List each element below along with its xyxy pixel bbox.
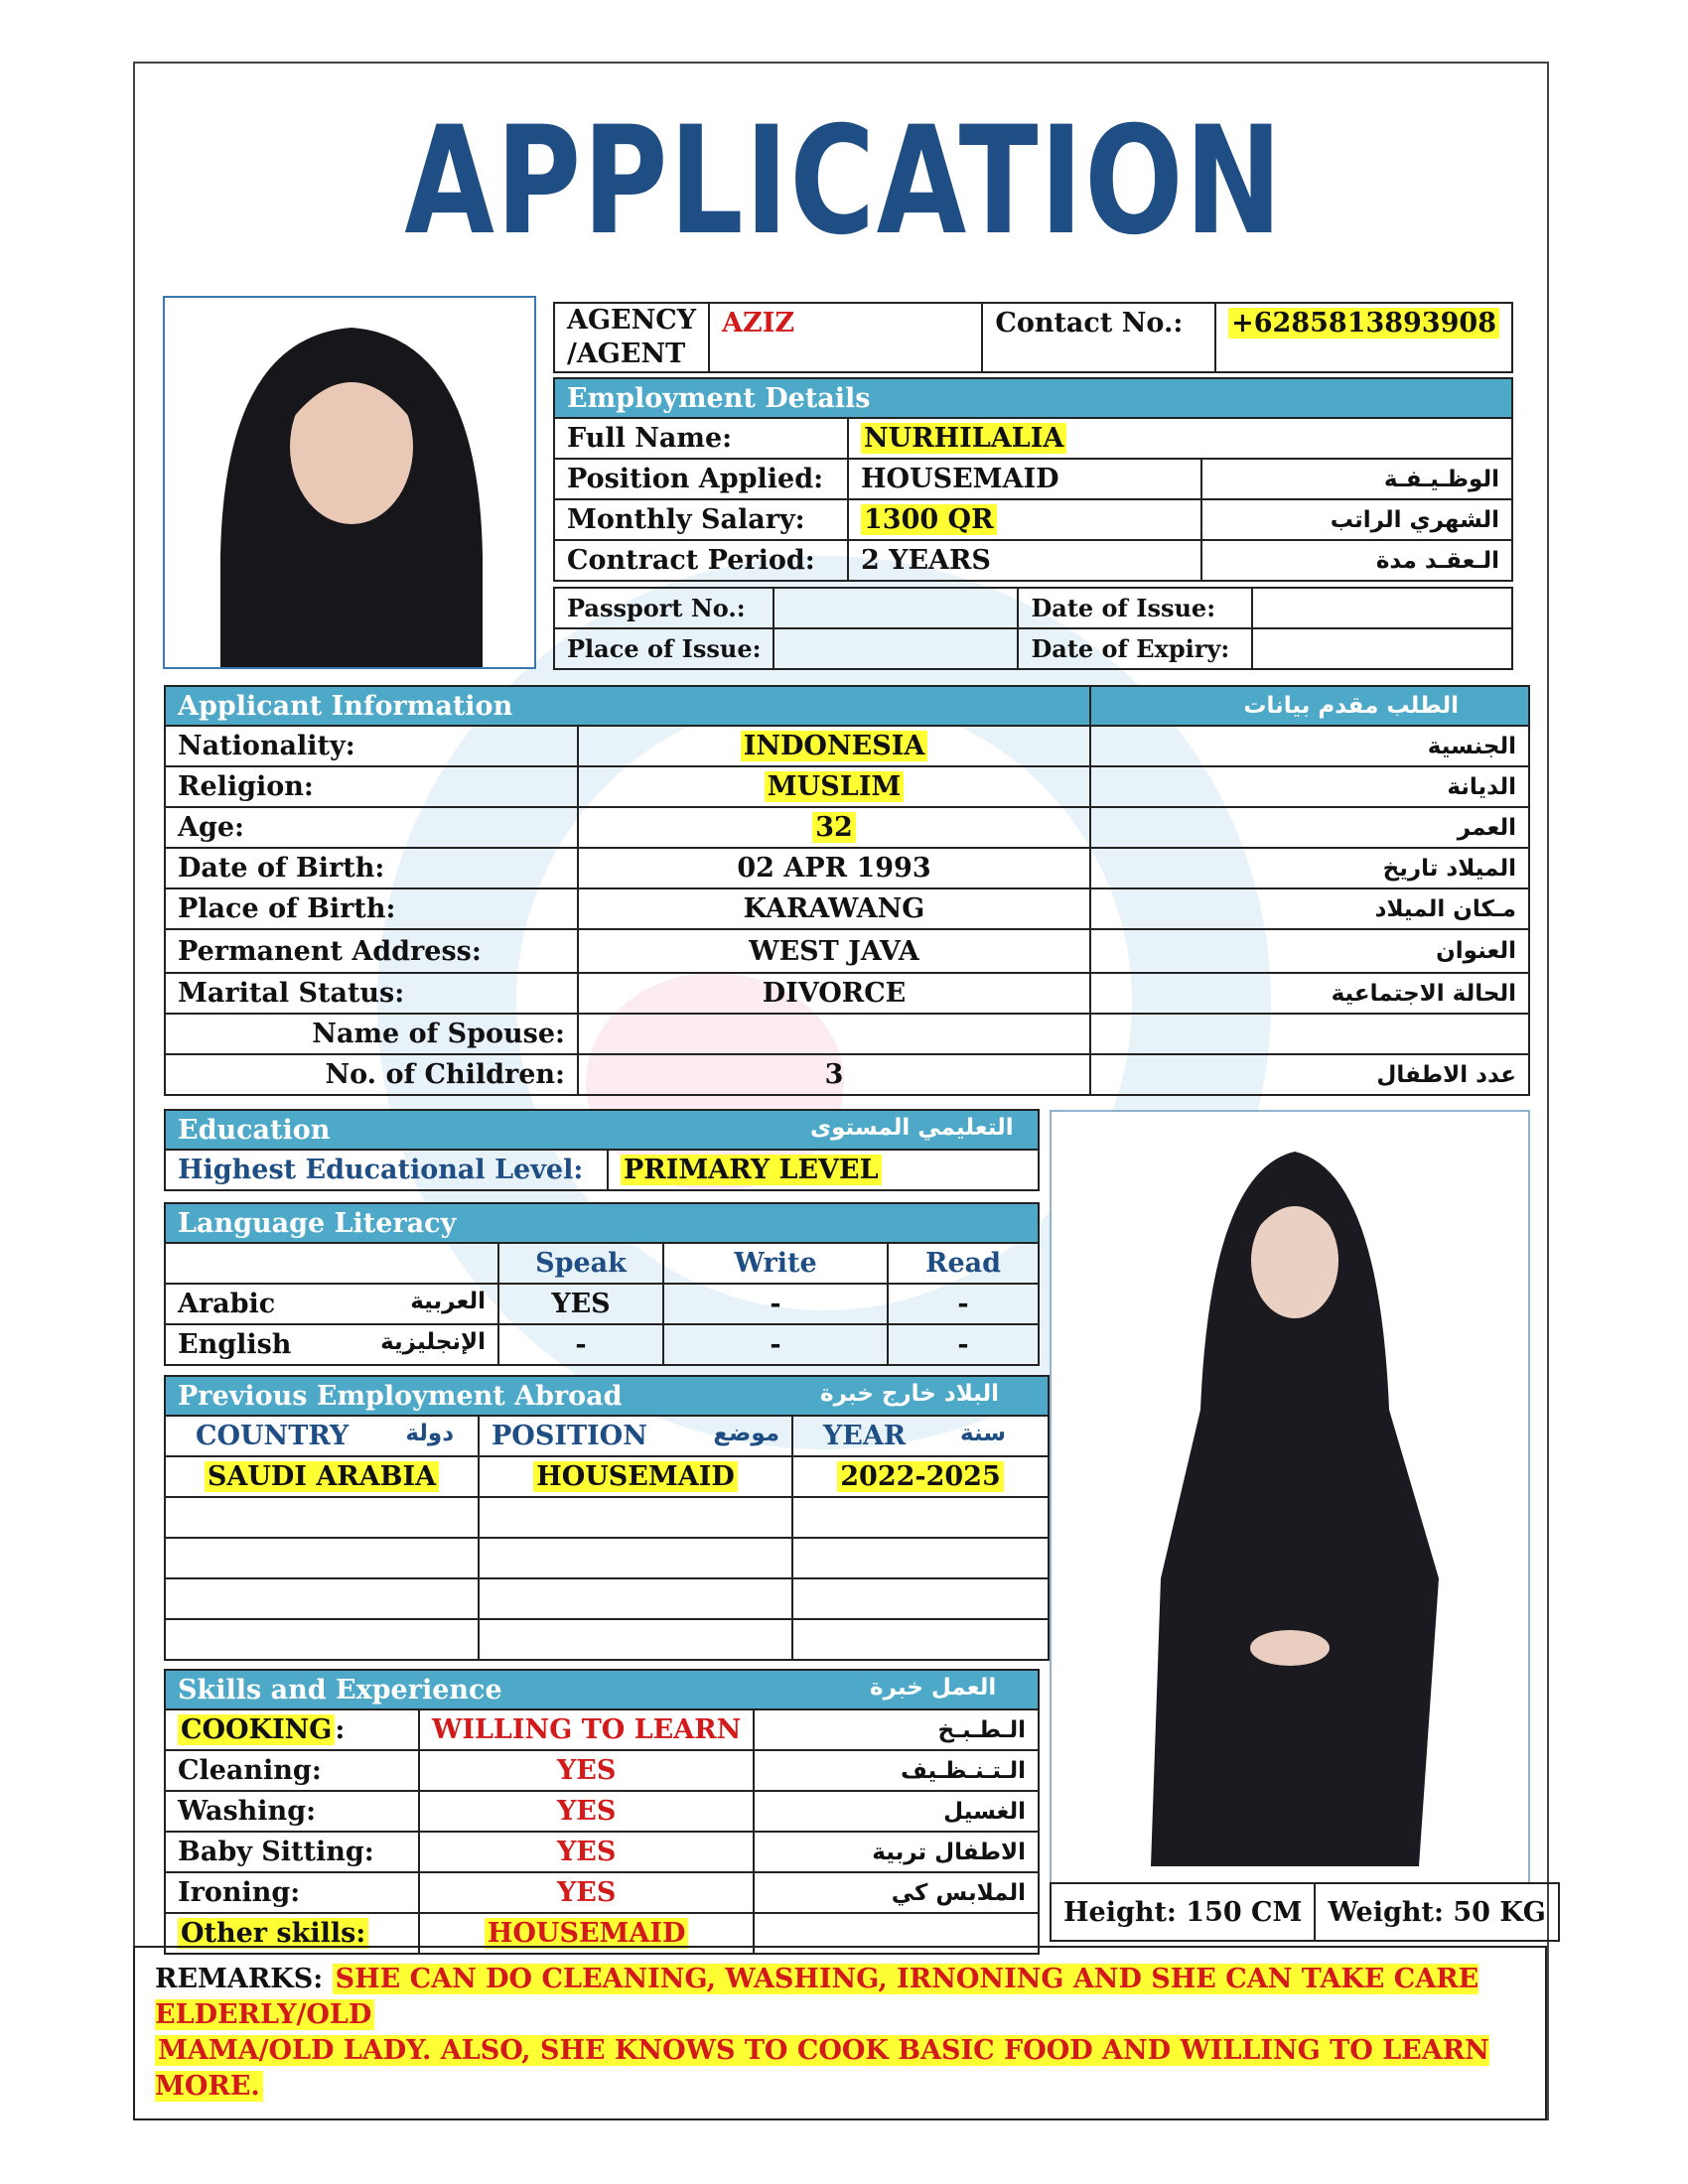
marital-ar: الحالة الاجتماعية — [1090, 973, 1529, 1014]
religion-label: Religion: — [165, 766, 578, 807]
full-name-value: NURHILALIA — [848, 418, 1512, 459]
portrait-photo — [163, 296, 536, 669]
col-speak: Speak — [498, 1243, 663, 1284]
skill-cleaning-value: YES — [419, 1750, 754, 1791]
nationality-label: Nationality: — [165, 726, 578, 766]
height-value: Height: 150 CM — [1051, 1883, 1315, 1941]
table-row — [165, 1538, 1049, 1578]
salary-value: 1300 QR — [848, 499, 1201, 540]
previous-header: Previous Employment Abroad البلاد خارج خبرة — [165, 1376, 1049, 1416]
pob-value: KARAWANG — [578, 888, 1090, 929]
col-country: COUNTRY دولة — [165, 1416, 479, 1456]
col-position: POSITION موضع — [479, 1416, 792, 1456]
education-table — [164, 1109, 1040, 1191]
nationality-ar: الجنسية — [1090, 726, 1529, 766]
skill-cooking-label: COOKING : — [165, 1709, 419, 1750]
agency-table — [553, 302, 1513, 373]
place-issue-value — [774, 628, 1018, 669]
skill-babysitting-ar: الاطفال تربية — [754, 1832, 1039, 1872]
arabic-read: - — [888, 1284, 1039, 1324]
age-value: 32 — [578, 807, 1090, 848]
position-ar: الوظـيـفـة — [1201, 459, 1512, 499]
language-corner — [165, 1243, 498, 1284]
english-read: - — [888, 1324, 1039, 1365]
skills-header: Skills and Experience العمل خبرة — [165, 1670, 1039, 1709]
passport-no-value — [774, 588, 1018, 628]
prev-position: HOUSEMAID — [479, 1456, 792, 1497]
english-write: - — [663, 1324, 888, 1365]
address-label: Permanent Address: — [165, 929, 578, 973]
skill-babysitting-label: Baby Sitting: — [165, 1832, 419, 1872]
arabic-speak: YES — [498, 1284, 663, 1324]
children-label: No. of Children: — [165, 1054, 578, 1095]
height-weight-table — [1050, 1882, 1560, 1942]
dob-value: 02 APR 1993 — [578, 848, 1090, 888]
marital-value: DIVORCE — [578, 973, 1090, 1014]
applicant-header-ar: الطلب مقدم بيانات — [1090, 686, 1529, 726]
issue-date-value — [1252, 588, 1512, 628]
age-label: Age: — [165, 807, 578, 848]
col-write: Write — [663, 1243, 888, 1284]
skills-table — [164, 1669, 1040, 1955]
salary-label: Monthly Salary: — [554, 499, 848, 540]
english-speak: - — [498, 1324, 663, 1365]
children-ar: عدد الاطفال — [1090, 1054, 1529, 1095]
remarks-box — [133, 1946, 1547, 2120]
skill-washing-label: Washing: — [165, 1791, 419, 1832]
issue-date-label: Date of Issue: — [1018, 588, 1252, 628]
skill-ironing-label: Ironing: — [165, 1872, 419, 1913]
table-row — [165, 1619, 1049, 1660]
full-name-label: Full Name: — [554, 418, 848, 459]
education-label: Highest Educational Level: — [165, 1150, 608, 1190]
agency-value: AZIZ — [709, 303, 982, 372]
applicant-table — [164, 685, 1530, 1096]
passport-no-label: Passport No.: — [554, 588, 774, 628]
contract-value: 2 YEARS — [848, 540, 1201, 581]
applicant-header: Applicant Information — [165, 686, 1090, 726]
religion-ar: الديانة — [1090, 766, 1529, 807]
table-row — [165, 1497, 1049, 1538]
expiry-value — [1252, 628, 1512, 669]
language-header: Language Literacy — [165, 1203, 1039, 1243]
passport-table — [553, 587, 1513, 670]
skill-cleaning-ar: الـتـنـظـيف — [754, 1750, 1039, 1791]
children-value: 3 — [578, 1054, 1090, 1095]
contact-value: +6285813893908 — [1215, 303, 1512, 372]
prev-year: 2022-2025 — [792, 1456, 1049, 1497]
remarks-line1: SHE CAN DO CLEANING, WASHING, IRNONING AND SHE CAN TAKE CARE ELDERLY/OLD — [155, 1964, 1479, 2030]
contract-ar: الـعقـد مدة — [1201, 540, 1512, 581]
lang-english: English الإنجليزية — [165, 1324, 498, 1365]
place-issue-label: Place of Issue: — [554, 628, 774, 669]
skill-washing-value: YES — [419, 1791, 754, 1832]
previous-employment-table — [164, 1375, 1050, 1661]
weight-value: Weight: 50 KG — [1315, 1883, 1558, 1941]
spouse-label: Name of Spouse: — [165, 1014, 578, 1054]
skill-cooking-value: WILLING TO LEARN — [419, 1709, 754, 1750]
prev-country: SAUDI ARABIA — [165, 1456, 479, 1497]
religion-value: MUSLIM — [578, 766, 1090, 807]
page-title: APPLICATION — [404, 95, 1284, 268]
salary-ar: الشهري الراتب — [1201, 499, 1512, 540]
pob-ar: مـكان الميلاد — [1090, 888, 1529, 929]
skill-other-value: HOUSEMAID — [419, 1913, 754, 1954]
age-ar: العمر — [1090, 807, 1529, 848]
dob-ar: الميلاد تاريخ — [1090, 848, 1529, 888]
spouse-ar — [1090, 1014, 1529, 1054]
skill-washing-ar: الغسيل — [754, 1791, 1039, 1832]
language-table — [164, 1202, 1040, 1366]
address-ar: العنوان — [1090, 929, 1529, 973]
employment-table — [553, 377, 1513, 582]
skill-cleaning-label: Cleaning: — [165, 1750, 419, 1791]
employment-header: Employment Details — [554, 378, 1512, 418]
marital-label: Marital Status: — [165, 973, 578, 1014]
portrait-image-icon — [165, 298, 534, 667]
full-body-photo — [1050, 1110, 1530, 1884]
pob-label: Place of Birth: — [165, 888, 578, 929]
dob-label: Date of Birth: — [165, 848, 578, 888]
education-value: PRIMARY LEVEL — [608, 1150, 1039, 1190]
skill-ironing-value: YES — [419, 1872, 754, 1913]
skill-cooking-ar: الـطـبـخ — [754, 1709, 1039, 1750]
spouse-value — [578, 1014, 1090, 1054]
address-value: WEST JAVA — [578, 929, 1090, 973]
education-header: Education التعليمي المستوى — [165, 1110, 1039, 1150]
lang-arabic: Arabic العربية — [165, 1284, 498, 1324]
expiry-label: Date of Expiry: — [1018, 628, 1252, 669]
skill-other-label: Other skills: — [165, 1913, 419, 1954]
position-label: Position Applied: — [554, 459, 848, 499]
skill-babysitting-value: YES — [419, 1832, 754, 1872]
full-body-image-icon — [1052, 1112, 1528, 1882]
table-row — [165, 1578, 1049, 1619]
remarks-label: REMARKS: — [155, 1964, 324, 1994]
arabic-write: - — [663, 1284, 888, 1324]
agency-label: AGENCY /AGENT — [554, 303, 709, 372]
position-value: HOUSEMAID — [848, 459, 1201, 499]
col-year: YEAR سنة — [792, 1416, 1049, 1456]
skill-ironing-ar: الملابس كي — [754, 1872, 1039, 1913]
remarks-line2: MAMA/OLD LADY. ALSO, SHE KNOWS TO COOK BASIC FOOD AND WILLING TO LEARN MORE. — [155, 2035, 1489, 2102]
contract-label: Contract Period: — [554, 540, 848, 581]
nationality-value: INDONESIA — [578, 726, 1090, 766]
col-read: Read — [888, 1243, 1039, 1284]
contact-label: Contact No.: — [982, 303, 1215, 372]
